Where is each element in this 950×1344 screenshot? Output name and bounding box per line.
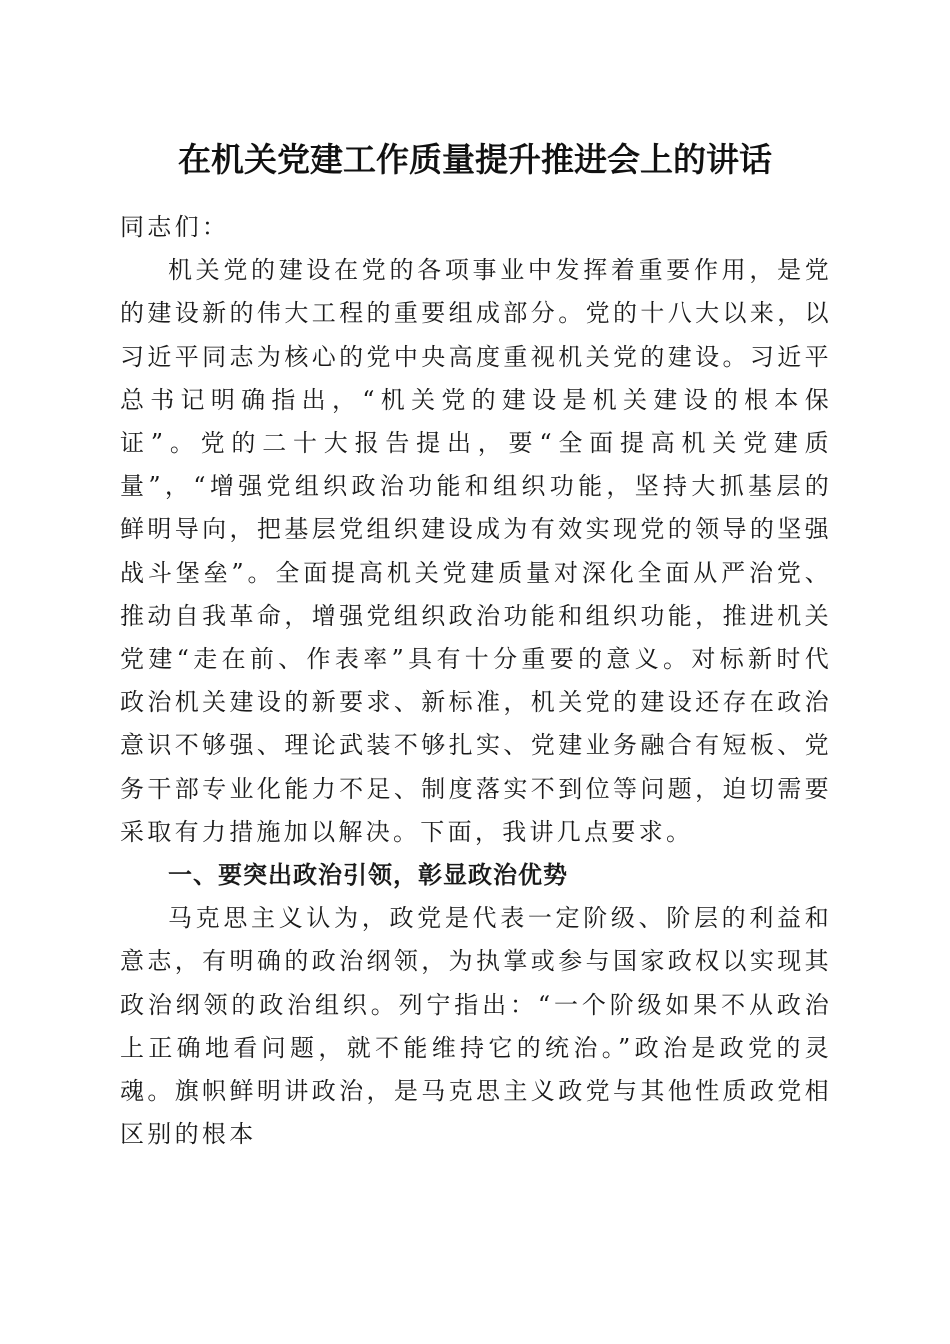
document-title: 在机关党建工作质量提升推进会上的讲话: [178, 140, 772, 179]
paragraph-section-1: 马克思主义认为，政党是代表一定阶级、阶层的利益和意志，有明确的政治纲领，为执掌或参与国家政权以实现其政治纲领的政治组织。列宁指出：“一个阶级如果不从政治上正确地看问题，就不能维持它的统治。”政治是政党的灵魂。旗帜鲜明讲政治，是马克思主义政党与其他性质政党相区别的根本: [120, 904, 832, 1149]
section-heading-1: 一、要突出政治引领，彰显政治优势: [168, 861, 568, 890]
salutation: 同志们：: [120, 213, 230, 241]
document-body: [120, 206, 832, 1156]
paragraph-intro: 机关党的建设在党的各项事业中发挥着重要作用，是党的建设新的伟大工程的重要组成部分。党的十八大以来，以习近平同志为核心的党中央高度重视机关党的建设。习近平总书记明确指出，“机关党的建设是机关建设的根本保证”。党的二十大报告提出，要“全面提高机关党建质量”，“增强党组织政治功能和组织功能，坚持大抓基层的鲜明导向，把基层党组织建设成为有效实现党的领导的坚强战斗堡垒”。全面提高机关党建质量对深化全面从严治党、推动自我革命，增强党组织政治功能和组织功能，推进机关党建“走在前、作表率”具有十分重要的意义。对标新时代政治机关建设的新要求、新标准，机关党的建设还存在政治意识不够强、理论武装不够扎实、党建业务融合有短板、党务干部专业化能力不足、制度落实不到位等问题，迫切需要采取有力措施加以解决。下面，我讲几点要求。: [120, 256, 832, 846]
